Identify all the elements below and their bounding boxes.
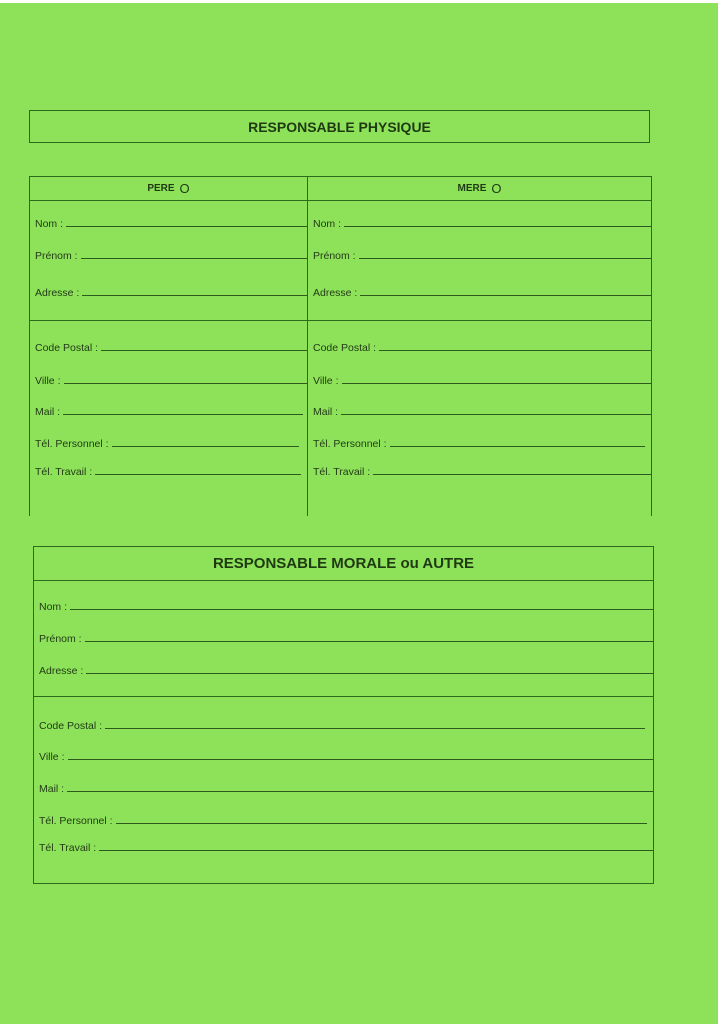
mother-header bbox=[308, 176, 651, 201]
moral-prenom-line[interactable] bbox=[85, 641, 653, 642]
mother-ville-line[interactable] bbox=[342, 383, 652, 384]
father-mail-line[interactable] bbox=[63, 414, 303, 415]
mother-tel-travail-field[interactable] bbox=[308, 462, 651, 478]
mother-tel-travail-label: Tél. Travail : bbox=[313, 466, 371, 478]
father-mail-field[interactable] bbox=[30, 402, 307, 418]
father-code-postal-field[interactable] bbox=[30, 338, 307, 354]
moral-section bbox=[33, 546, 654, 884]
mother-adresse-line[interactable] bbox=[360, 295, 651, 296]
mother-divider bbox=[308, 320, 651, 321]
moral-code-postal-field[interactable] bbox=[34, 716, 653, 732]
father-tel-travail-field[interactable] bbox=[30, 462, 307, 478]
father-checkbox[interactable]: O bbox=[179, 181, 190, 196]
father-header bbox=[30, 176, 307, 201]
moral-mail-label: Mail : bbox=[39, 783, 65, 795]
mother-tel-personnel-label: Tél. Personnel : bbox=[313, 438, 387, 450]
mother-nom-label: Nom : bbox=[313, 218, 342, 230]
mother-adresse-field[interactable] bbox=[308, 283, 651, 299]
mother-prenom-line[interactable] bbox=[359, 258, 651, 259]
father-tel-travail-line[interactable] bbox=[95, 474, 301, 475]
mother-nom-line[interactable] bbox=[344, 226, 651, 227]
mother-adresse-label: Adresse : bbox=[313, 287, 358, 299]
father-column bbox=[29, 176, 308, 516]
mother-tel-personnel-field[interactable] bbox=[308, 434, 651, 450]
moral-prenom-label: Prénom : bbox=[39, 633, 82, 645]
mother-tel-travail-line[interactable] bbox=[373, 474, 651, 475]
father-ville-line[interactable] bbox=[64, 383, 308, 384]
mother-mail-label: Mail : bbox=[313, 406, 339, 418]
moral-prenom-field[interactable] bbox=[34, 629, 653, 645]
father-header-label: PERE bbox=[147, 183, 175, 194]
form-sheet bbox=[0, 3, 718, 1024]
father-divider bbox=[30, 320, 307, 321]
moral-adresse-line[interactable] bbox=[86, 673, 653, 674]
parents-table bbox=[29, 176, 652, 516]
father-mail-label: Mail : bbox=[35, 406, 61, 418]
section-title-physical bbox=[29, 110, 650, 143]
father-ville-field[interactable] bbox=[30, 371, 307, 387]
mother-mail-line[interactable] bbox=[341, 414, 651, 415]
father-adresse-label: Adresse : bbox=[35, 287, 80, 299]
mother-ville-field[interactable] bbox=[308, 371, 651, 387]
father-prenom-field[interactable] bbox=[30, 246, 307, 262]
section-title-moral-text: RESPONSABLE MORALE ou AUTRE bbox=[212, 555, 475, 572]
father-prenom-line[interactable] bbox=[81, 258, 307, 259]
mother-prenom-field[interactable] bbox=[308, 246, 651, 262]
mother-ville-label: Ville : bbox=[313, 375, 339, 387]
father-ville-label: Ville : bbox=[35, 375, 61, 387]
mother-code-postal-label: Code Postal : bbox=[313, 342, 377, 354]
father-code-postal-line[interactable] bbox=[101, 350, 307, 351]
moral-ville-label: Ville : bbox=[39, 751, 65, 763]
mother-header-label: MERE bbox=[457, 183, 487, 194]
moral-nom-field[interactable] bbox=[34, 597, 653, 613]
moral-adresse-field[interactable] bbox=[34, 661, 653, 677]
section-title-moral bbox=[34, 547, 653, 581]
moral-tel-travail-field[interactable] bbox=[34, 838, 653, 854]
moral-tel-personnel-label: Tél. Personnel : bbox=[39, 815, 113, 827]
father-code-postal-label: Code Postal : bbox=[35, 342, 99, 354]
moral-tel-travail-label: Tél. Travail : bbox=[39, 842, 97, 854]
moral-ville-line[interactable] bbox=[68, 759, 654, 760]
moral-code-postal-line[interactable] bbox=[105, 728, 645, 729]
moral-mail-field[interactable] bbox=[34, 779, 653, 795]
moral-nom-label: Nom : bbox=[39, 601, 68, 613]
father-nom-field[interactable] bbox=[30, 214, 307, 230]
father-adresse-line[interactable] bbox=[82, 295, 307, 296]
moral-divider bbox=[34, 696, 653, 697]
mother-code-postal-field[interactable] bbox=[308, 338, 651, 354]
moral-tel-travail-line[interactable] bbox=[99, 850, 653, 851]
mother-column bbox=[308, 176, 652, 516]
moral-ville-field[interactable] bbox=[34, 747, 653, 763]
mother-mail-field[interactable] bbox=[308, 402, 651, 418]
father-tel-personnel-line[interactable] bbox=[112, 446, 299, 447]
mother-tel-personnel-line[interactable] bbox=[390, 446, 645, 447]
father-tel-personnel-field[interactable] bbox=[30, 434, 307, 450]
mother-code-postal-line[interactable] bbox=[379, 350, 651, 351]
father-tel-travail-label: Tél. Travail : bbox=[35, 466, 93, 478]
moral-nom-line[interactable] bbox=[70, 609, 653, 610]
moral-code-postal-label: Code Postal : bbox=[39, 720, 103, 732]
father-tel-personnel-label: Tél. Personnel : bbox=[35, 438, 109, 450]
mother-nom-field[interactable] bbox=[308, 214, 651, 230]
moral-tel-personnel-field[interactable] bbox=[34, 811, 653, 827]
father-adresse-field[interactable] bbox=[30, 283, 307, 299]
moral-adresse-label: Adresse : bbox=[39, 665, 84, 677]
moral-tel-personnel-line[interactable] bbox=[116, 823, 647, 824]
moral-mail-line[interactable] bbox=[67, 791, 653, 792]
mother-checkbox[interactable]: O bbox=[491, 181, 502, 196]
father-nom-label: Nom : bbox=[35, 218, 64, 230]
father-nom-line[interactable] bbox=[66, 226, 307, 227]
section-title-physical-text: RESPONSABLE PHYSIQUE bbox=[248, 118, 431, 135]
father-prenom-label: Prénom : bbox=[35, 250, 78, 262]
mother-prenom-label: Prénom : bbox=[313, 250, 356, 262]
